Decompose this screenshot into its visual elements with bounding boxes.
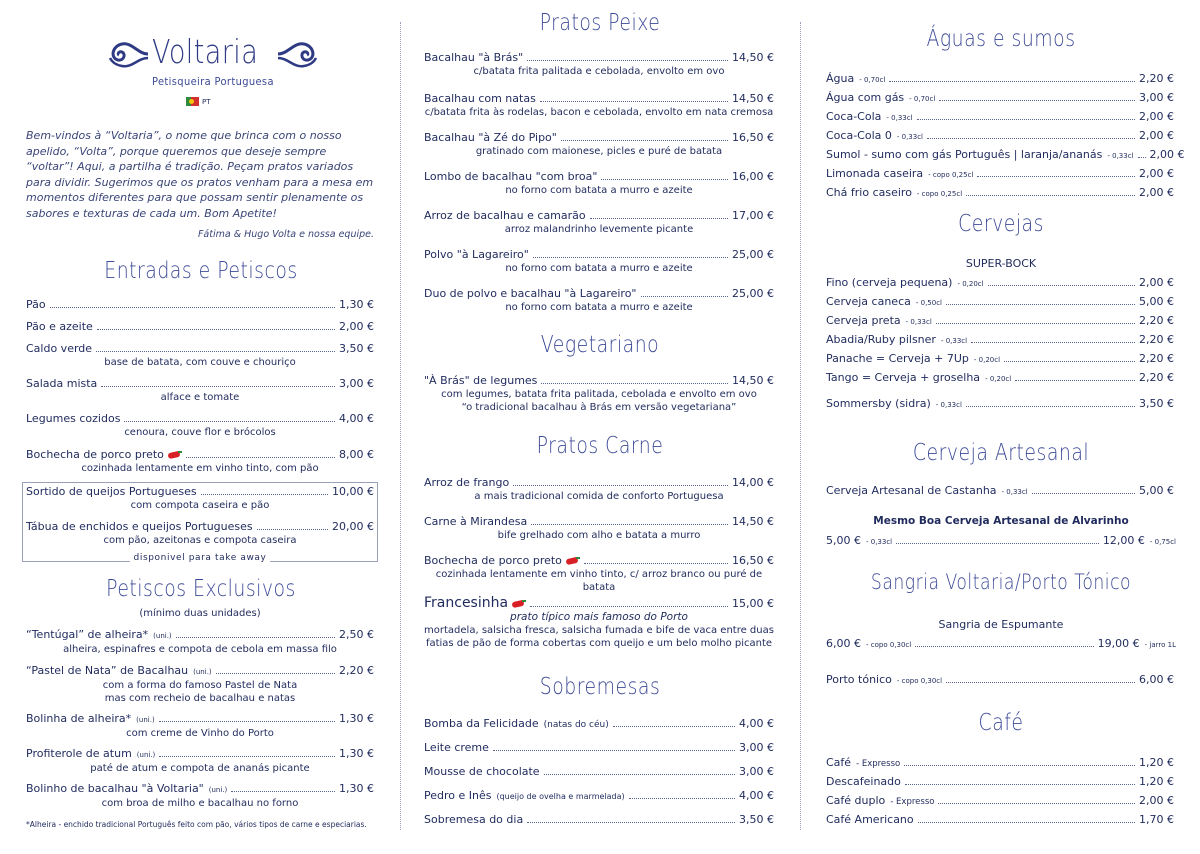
menu-item [826, 813, 1174, 827]
item-name: Água com gás [826, 91, 905, 104]
menu-item [826, 352, 1174, 367]
column-divider [400, 22, 401, 830]
item-description: com legumes, batata frita palitada, cebolada e envolto em ovo [441, 389, 757, 400]
item-description: alface e tomate [160, 392, 240, 403]
menu-item [424, 51, 774, 78]
item-name: Chá frio caseiro [826, 186, 912, 199]
item-description: cozinhada lentamente em vinho tinto, com pão [81, 463, 319, 474]
item-price: 1,30 € [339, 782, 374, 795]
menu-item [424, 717, 774, 732]
item-description: c/batata frita às rodelas, bacon e cebolada, envolto em nata cremosa [424, 107, 774, 118]
item-price: 16,50 € [732, 131, 774, 144]
item-size: - 0,33cl [935, 401, 962, 409]
item-size: - copo 0,30cl [866, 641, 912, 649]
item-price: 6,00 € [826, 637, 861, 650]
item-name: Pão [26, 298, 46, 311]
item-name: Coca-Cola 0 [826, 129, 892, 142]
item-name: Sommersby (sidra) [826, 397, 931, 410]
item-description: “o tradicional bacalhau à Brás em versão vegetariana” [461, 402, 737, 413]
item-name: Leite creme [424, 741, 489, 754]
item-name: Café [826, 756, 852, 769]
item-size: - 0,33cl [1001, 488, 1028, 496]
menu-item [424, 765, 774, 779]
item-name: Café Americano [826, 813, 914, 826]
intro-signature: Fátima & Hugo Volta e nossa equipe. [197, 229, 374, 240]
item-size: - 0,33cl [1107, 152, 1134, 160]
item-price: 2,20 € [1139, 333, 1174, 346]
menu-item [826, 794, 1174, 809]
item-price: 2,00 € [1139, 110, 1174, 123]
section-title-aguas: Águas e sumos [926, 26, 1076, 52]
item-description: mortadela, salsicha fresca, salsicha fumada e bife de vaca entre duas [424, 625, 774, 636]
item-price: 2,00 € [339, 320, 374, 333]
menu-item [26, 412, 374, 439]
item-price: 3,50 € [1139, 397, 1174, 410]
item-name: Cerveja caneca [826, 295, 911, 308]
item-name: Cerveja Artesanal de Castanha [826, 484, 997, 497]
item-name: Arroz de bacalhau e camarão [424, 209, 586, 222]
item-size: - 0,33cl [896, 133, 924, 141]
section-title-vegetariano: Vegetariano [540, 332, 660, 358]
item-size: - 0,33cl [905, 318, 932, 326]
menu-item [826, 673, 1174, 688]
item-name: Limonada caseira [826, 167, 924, 180]
item-size: - 0,33cl [866, 538, 893, 546]
item-size: - 0,70cl [859, 76, 886, 84]
item-size: - copo 0,25cl [928, 171, 974, 179]
item-name: "À Brás" de legumes [424, 374, 538, 387]
menu-item [826, 314, 1174, 329]
menu-item [424, 374, 774, 414]
menu-item-price-pair [826, 534, 1176, 549]
item-name: Polvo "à Lagareiro" [424, 248, 529, 261]
item-price: 16,50 € [732, 554, 774, 567]
item-price: 3,00 € [339, 377, 374, 390]
menu-item [424, 131, 774, 158]
column-divider [800, 22, 801, 830]
item-name: Legumes cozidos [26, 412, 121, 425]
item-name: Sortido de queijos Portugueses [26, 485, 197, 498]
item-price: 1,30 € [339, 298, 374, 311]
item-name: Tábua de enchidos e queijos Portugueses [26, 520, 253, 533]
item-size: (uni.) [136, 751, 156, 759]
take-away-note: disponivel para take away [26, 553, 374, 563]
menu-column-right [826, 0, 1185, 854]
menu-item [826, 756, 1174, 771]
item-name: Salada mista [26, 377, 98, 390]
item-name: Pedro e Inês [424, 789, 492, 802]
menu-item [26, 448, 374, 475]
item-description: com broa de milho e bacalhau no forno [101, 798, 299, 809]
item-price: 1,70 € [1139, 813, 1174, 826]
item-size: (queijo de ovelha e marmelada) [496, 792, 625, 801]
item-price: 12,00 € [1102, 534, 1145, 547]
item-price: 4,00 € [739, 789, 774, 802]
item-description: arroz malandrinho levemente picante [504, 224, 694, 235]
item-size: - 0,50cl [915, 299, 942, 307]
item-price: 17,00 € [732, 209, 774, 222]
menu-item [424, 92, 774, 119]
menu-column-left [26, 0, 376, 854]
item-price: 20,00 € [332, 520, 374, 533]
item-size: - 0,75cl [1149, 538, 1176, 546]
menu-item [424, 741, 774, 755]
item-price: 25,00 € [732, 248, 774, 261]
item-price: 2,20 € [1139, 314, 1174, 327]
menu-item [26, 485, 374, 512]
item-price: 1,30 € [339, 712, 374, 725]
item-price: 1,20 € [1139, 775, 1174, 788]
item-description: a mais tradicional comida de conforto Portuguesa [474, 491, 724, 502]
item-tagline: prato típico mais famoso do Porto [510, 611, 688, 623]
item-description: com creme de Vinho do Porto [126, 728, 274, 739]
item-size: (natas do céu) [543, 720, 609, 730]
item-description: no forno com batata a murro e azeite [505, 302, 693, 313]
menu-item [826, 295, 1174, 310]
item-price: 4,00 € [339, 412, 374, 425]
menu-item [826, 148, 1185, 163]
section-title-exclusivos: Petiscos Exclusivos [106, 576, 296, 602]
menu-item [826, 484, 1174, 499]
menu-item [26, 320, 374, 334]
item-price: 3,00 € [739, 741, 774, 754]
item-price: 1,20 € [1139, 756, 1174, 769]
item-description: com pão, azeitonas e compota caseira [103, 535, 297, 546]
item-size: (uni.) [193, 668, 212, 676]
item-description: no forno com batata a murro e azeite [505, 263, 693, 274]
item-size: - Expresso [890, 797, 935, 807]
sangria-subtitle: Sangria de Espumante [938, 618, 1064, 631]
menu-item [424, 789, 774, 804]
item-description: com a forma do famoso Pastel de Nata [102, 680, 298, 691]
item-name: Bacalhau "à Brás" [424, 51, 524, 64]
item-price: 2,00 € [1139, 186, 1174, 199]
menu-item [826, 371, 1174, 386]
item-name: Profiterole de atum [26, 747, 132, 760]
item-size: - 0,20cl [985, 375, 1012, 383]
menu-item [424, 476, 774, 503]
item-name: Café duplo [826, 794, 886, 807]
item-name: Bacalhau "à Zé do Pipo" [424, 131, 557, 144]
item-price: 2,00 € [1139, 167, 1174, 180]
item-price: 2,20 € [1139, 371, 1174, 384]
menu-item [424, 554, 774, 594]
craft-beer-subtitle: Mesmo Boa Cerveja Artesanal de Alvarinho [873, 515, 1129, 527]
item-price: 6,00 € [1139, 673, 1174, 686]
item-name: Pão e azeite [26, 320, 93, 333]
item-name: Bochecha de porco preto [424, 554, 562, 567]
menu-item [26, 377, 374, 404]
portugal-flag-icon [186, 97, 199, 106]
section-title-carne: Pratos Carne [536, 433, 664, 459]
item-price: 2,50 € [339, 628, 374, 641]
item-name: Sumol - sumo com gás Português | laranja/ananás [826, 148, 1103, 161]
item-size: (uni.) [208, 786, 228, 794]
menu-item [26, 342, 374, 369]
section-title-cervejas: Cervejas [958, 211, 1044, 237]
menu-item [424, 248, 774, 275]
chili-pepper-icon [566, 557, 580, 564]
logo [26, 26, 376, 116]
item-price: 14,50 € [732, 51, 774, 64]
item-size: - jarro 1L [1144, 641, 1176, 649]
item-name: Coca-Cola [826, 110, 882, 123]
menu-item [26, 664, 374, 705]
menu-item [826, 775, 1174, 789]
item-size: - 0,20cl [957, 280, 984, 288]
item-description: gratinado com maionese, picles e puré de batata [475, 146, 723, 157]
item-size: - 0,70cl [909, 95, 936, 103]
item-name: Panache = Cerveja + 7Up [826, 352, 969, 365]
item-name: Bochecha de porco preto [26, 448, 164, 461]
item-size: - 0,33cl [886, 114, 913, 122]
item-description: base de batata, com couve e chouriço [104, 357, 296, 368]
item-price: 14,50 € [732, 374, 774, 387]
item-price: 2,20 € [1139, 352, 1174, 365]
item-price: 1,30 € [339, 747, 374, 760]
ornament-right-icon [276, 36, 324, 72]
item-size: - copo 0,25cl [916, 190, 963, 198]
chili-pepper-icon [512, 600, 526, 607]
menu-item [826, 110, 1174, 125]
chili-pepper-icon [168, 451, 182, 458]
item-price: 10,00 € [332, 485, 374, 498]
item-description: paté de atum e compota de ananás picante [90, 763, 310, 774]
item-price: 3,50 € [339, 342, 374, 355]
menu-item [826, 186, 1174, 201]
menu-item [26, 747, 374, 775]
item-name: Descafeinado [826, 775, 901, 788]
item-name: Porto tónico [826, 673, 892, 686]
menu-item-francesinha [424, 596, 774, 650]
item-description: bife grelhado com alho e batata a murro [497, 530, 701, 541]
item-price: 4,00 € [739, 717, 774, 730]
item-name: Carne à Mirandesa [424, 515, 528, 528]
item-price: 3,50 € [739, 813, 774, 826]
item-price: 15,00 € [732, 597, 774, 610]
section-title-sobremesas: Sobremesas [539, 674, 661, 700]
item-price: 2,00 € [1139, 276, 1174, 289]
item-size: - copo 0,30cl [896, 677, 943, 685]
menu-item [424, 813, 774, 827]
item-name: Caldo verde [26, 342, 93, 355]
item-size: - Expresso [856, 759, 901, 769]
item-name: Fino (cerveja pequena) [826, 276, 953, 289]
menu-item [26, 628, 374, 656]
ornament-left-icon [102, 36, 150, 72]
menu-item [424, 515, 774, 542]
item-description: alheira, espinafres e compota de cebola em massa filo [63, 644, 337, 655]
item-price: 2,20 € [1139, 72, 1174, 85]
item-price: 5,00 € [826, 534, 861, 547]
item-name: Bolinho de bacalhau "à Voltaria" [26, 782, 204, 795]
item-name: Francesinha [424, 595, 509, 611]
item-description: mas com recheio de bacalhau e natas [104, 693, 296, 704]
item-price: 2,00 € [1139, 794, 1174, 807]
logo-wordmark: Voltaria [152, 32, 259, 71]
menu-item [826, 167, 1174, 182]
menu-item [826, 276, 1174, 291]
section-subtitle: (mínimo duas unidades) [139, 608, 261, 619]
item-price: 16,00 € [732, 170, 774, 183]
menu-column-middle [424, 0, 776, 854]
item-name: Bacalhau com natas [424, 92, 536, 105]
item-name: Cerveja preta [826, 314, 901, 327]
section-title-cafe: Café [978, 710, 1024, 736]
item-price: 2,20 € [339, 664, 374, 677]
item-description: cozinhada lentamente em vinho tinto, c/ arroz branco ou puré de batata [435, 569, 763, 593]
item-price: 3,00 € [739, 765, 774, 778]
beer-brand: SUPER-BOCK [965, 257, 1037, 270]
item-description: com compota caseira e pão [130, 500, 270, 511]
language-label: PT [202, 98, 211, 106]
item-name: Arroz de frango [424, 476, 510, 489]
intro-text: Bem-vindos à “Voltaria”, o nome que brinca com o nosso apelido, “Volta”, porque queremos que deseje sempre “voltar”! Aqui, a partilha é tradição. Peçam pratos variados para dividir. Sugerimos que os pratos venham para a mesa em momentos diferentes para que possam sentir plenamente os sabores e texturas de cada um. Bom Apetite! [26, 129, 374, 220]
item-size: - 0,20cl [973, 356, 1001, 364]
item-price: 14,50 € [732, 515, 774, 528]
section-title-artesanal: Cerveja Artesanal [912, 440, 1090, 466]
item-name: Tango = Cerveja + groselha [826, 371, 981, 384]
item-price: 2,00 € [1149, 148, 1185, 161]
item-price: 8,00 € [339, 448, 374, 461]
item-description: no forno com batata a murro e azeite [505, 185, 693, 196]
item-name: Mousse de chocolate [424, 765, 540, 778]
item-price: 14,00 € [732, 476, 774, 489]
footnote: *Alheira - enchido tradicional Português feito com pão, vários tipos de carne e especiarias. [26, 820, 367, 829]
item-description: fatias de pão de forma cobertas com queijo e um belo molho picante [425, 638, 773, 649]
menu-item [826, 333, 1174, 348]
menu-item [26, 712, 374, 740]
item-price: 2,00 € [1139, 129, 1174, 142]
menu-item [424, 287, 774, 314]
item-name: Duo de polvo e bacalhau "à Lagareiro" [424, 287, 637, 300]
logo-tagline: Petisqueira Portuguesa [152, 75, 274, 88]
item-price: 25,00 € [732, 287, 774, 300]
item-price: 19,00 € [1097, 637, 1140, 650]
menu-item [26, 782, 374, 810]
menu-item [424, 209, 774, 236]
menu-item-price-pair [826, 637, 1176, 652]
menu-item [826, 397, 1174, 412]
section-title-peixe: Pratos Peixe [539, 10, 661, 36]
item-price: 3,00 € [1139, 91, 1174, 104]
menu-item [26, 298, 374, 312]
menu-item [26, 520, 374, 547]
item-description: cenoura, couve flor e brócolos [124, 427, 276, 438]
item-size: - 0,33cl [940, 337, 968, 345]
menu-item [826, 91, 1174, 106]
item-name: “Tentúgal” de alheira* [26, 628, 149, 641]
item-price: 5,00 € [1139, 295, 1174, 308]
item-name: Bomba da Felicidade [424, 717, 539, 730]
item-description: c/batata frita palitada e cebolada, envolto em ovo [473, 66, 725, 77]
item-name: Abadia/Ruby pilsner [826, 333, 936, 346]
item-name: “Pastel de Nata” de Bacalhau [26, 664, 189, 677]
menu-item [826, 72, 1174, 87]
item-name: Bolinha de alheira* [26, 712, 132, 725]
item-name: Água [826, 72, 855, 85]
item-price: 5,00 € [1139, 484, 1174, 497]
menu-item [424, 170, 774, 197]
item-size: (uni.) [153, 632, 172, 640]
item-name: Lombo de bacalhau "com broa" [424, 170, 598, 183]
menu-item [826, 129, 1174, 144]
section-title-entradas: Entradas e Petiscos [104, 258, 298, 284]
item-price: 14,50 € [732, 92, 774, 105]
item-name: Sobremesa do dia [424, 813, 524, 826]
section-title-sangria: Sangria Voltaria/Porto Tónico [870, 570, 1132, 594]
item-size: (uni.) [136, 716, 155, 724]
